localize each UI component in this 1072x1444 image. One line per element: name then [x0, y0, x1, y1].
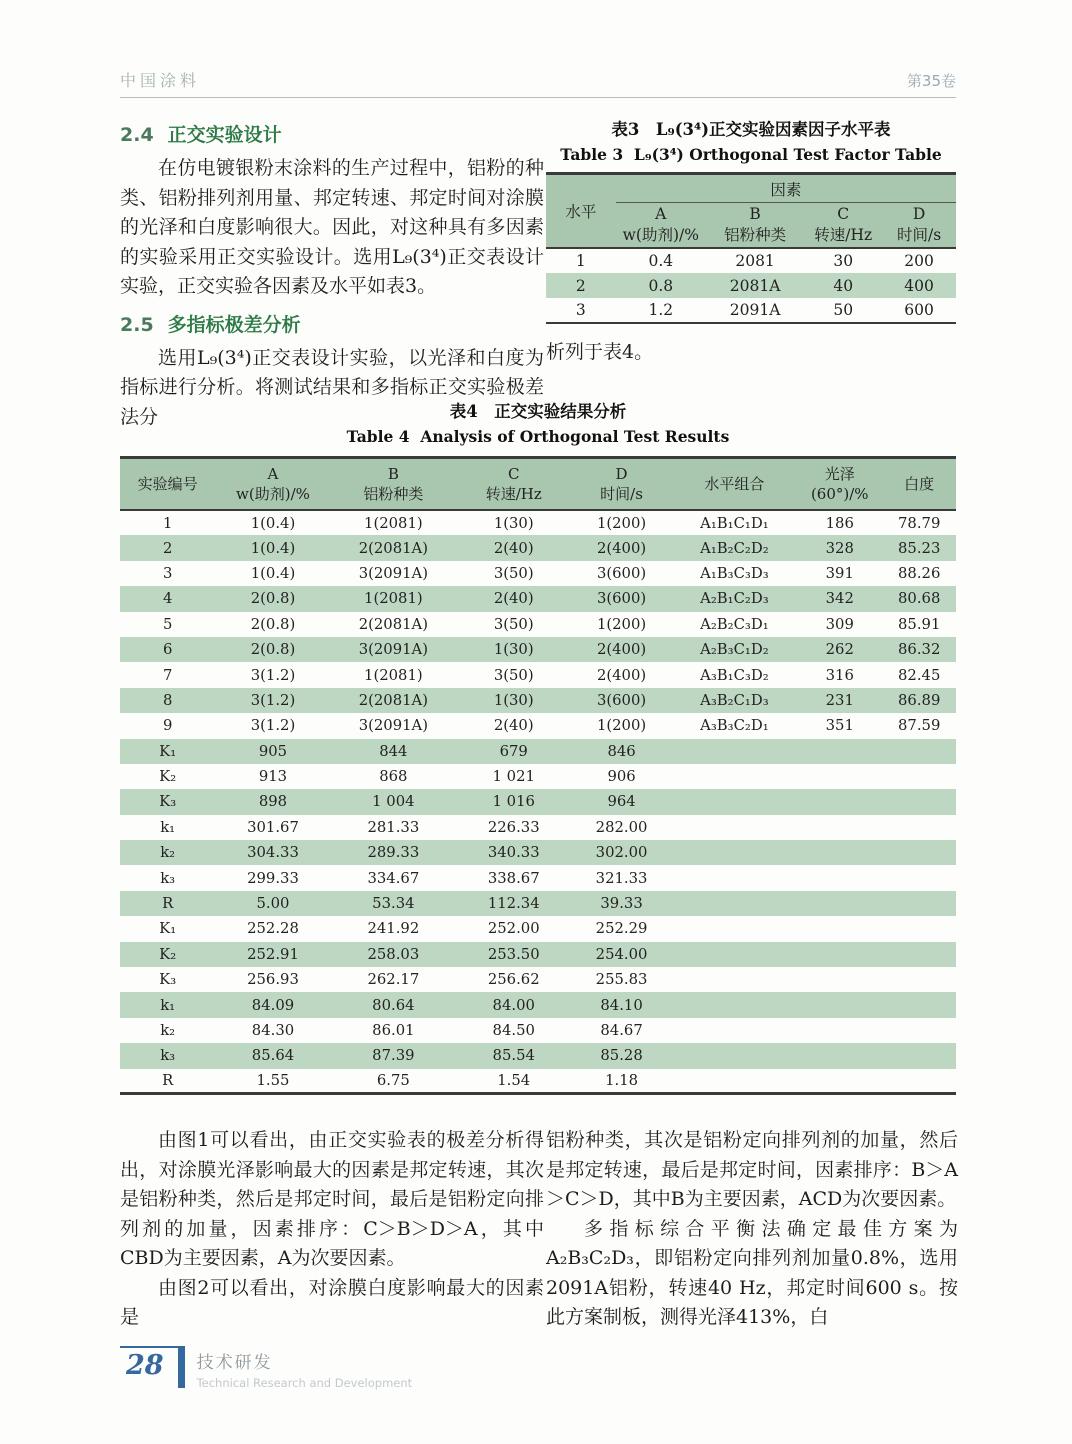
table-cell: 1(30)	[493, 514, 534, 532]
table-cell: 334.67	[367, 869, 420, 887]
table-cell: 3	[162, 564, 173, 582]
table-cell: 1.18	[605, 1072, 639, 1090]
table-row	[120, 815, 956, 840]
table-cell	[672, 942, 797, 967]
table-cell: 913	[258, 768, 288, 786]
table3	[546, 172, 956, 324]
table3-header-factors: 因素	[616, 174, 956, 203]
table-cell: 2	[575, 276, 586, 295]
table-cell: 3(600)	[596, 564, 647, 582]
table4-header-whiteness: 白度	[904, 475, 935, 493]
table3-header	[546, 174, 956, 249]
table-cell: A₁B₃C₃D₃	[700, 564, 769, 582]
table-cell: k₁	[160, 818, 176, 836]
table-cell: 351	[825, 717, 854, 735]
table-cell: 84.50	[492, 1022, 535, 1039]
table-cell: 87.59	[898, 717, 941, 735]
table-cell	[672, 789, 797, 814]
table3-header-col-d: D 时间/s	[882, 203, 956, 249]
table-cell: 252.00	[487, 920, 540, 938]
table-cell	[882, 1043, 956, 1068]
table-cell: 2(40)	[493, 539, 534, 557]
table-cell	[672, 967, 797, 992]
bottom-right-column	[546, 1126, 958, 1333]
table-cell: 299.33	[247, 869, 299, 887]
table-cell: 1 016	[492, 793, 535, 811]
table-cell: 1.55	[256, 1072, 290, 1090]
table-cell	[882, 942, 956, 967]
table-cell	[882, 891, 956, 916]
table-cell: 241.92	[367, 920, 420, 938]
table-cell: 1 004	[372, 793, 415, 811]
table-cell	[672, 916, 797, 941]
table-cell: A₁B₂C₂D₂	[700, 539, 769, 557]
table-cell: K₃	[159, 793, 177, 811]
table-cell: 88.26	[898, 564, 941, 582]
table3-header-col-a: A w(助剂)/%	[616, 203, 706, 249]
table-cell: 256.62	[487, 971, 540, 989]
table-cell	[672, 1069, 797, 1094]
table-cell: 1(2081)	[364, 666, 423, 684]
table3-header-col-c: C 转速/Hz	[804, 203, 882, 249]
table-row	[120, 1018, 956, 1043]
table4-header-c: C 转速/Hz	[485, 465, 542, 503]
paragraph-2-5: 选用L₉(3⁴)正交表设计实验，以光泽和白度为指标进行分析。将测试结果和多指标正交实验极差法分	[120, 346, 544, 428]
table-cell	[882, 1069, 956, 1094]
table-row	[120, 916, 956, 941]
table-cell: 0.4	[648, 252, 674, 270]
table-row	[120, 713, 956, 738]
table-cell: 905	[258, 742, 288, 760]
table-cell: 400	[904, 276, 934, 295]
table-cell	[797, 916, 882, 941]
table-row	[120, 967, 956, 992]
table-cell: k₂	[160, 844, 176, 862]
table-cell: 1(2081)	[364, 514, 423, 532]
table-cell: 1(0.4)	[250, 514, 296, 532]
table-cell: A₃B₁C₃D₂	[700, 666, 769, 684]
table-cell: R	[162, 1072, 174, 1090]
table-row	[120, 789, 956, 814]
table-cell: 846	[607, 742, 636, 760]
table-row	[120, 662, 956, 687]
table-row	[120, 510, 956, 535]
table-cell: 3(2091A)	[358, 641, 428, 659]
table-cell: 600	[904, 301, 934, 319]
table-cell: 84.10	[600, 996, 643, 1014]
table-row	[120, 764, 956, 789]
table-cell: 53.34	[372, 895, 415, 913]
table-row	[120, 535, 956, 560]
table-cell: 254.00	[595, 945, 648, 963]
table-row	[120, 612, 956, 637]
table-cell: 112.34	[487, 895, 540, 913]
table-cell: 282.00	[595, 818, 648, 836]
table-cell: 1	[162, 514, 173, 532]
section-title: 多指标极差分析	[167, 313, 301, 336]
table3-title-en: Table 3 L₉(3⁴) Orthogonal Test Factor Table	[560, 145, 942, 164]
table-cell: 186	[825, 514, 854, 532]
table-cell: 316	[825, 666, 854, 684]
table4-header	[120, 458, 956, 511]
table-cell: R	[162, 895, 174, 913]
table-cell: 262	[825, 641, 854, 659]
table4	[120, 456, 956, 1095]
table-cell	[797, 967, 882, 992]
table-cell: 391	[825, 564, 854, 582]
table-cell	[797, 1018, 882, 1043]
table-cell: 3(50)	[493, 564, 534, 582]
table-cell	[797, 815, 882, 840]
table-cell	[672, 840, 797, 865]
section-heading-2-5	[120, 310, 544, 337]
table-cell: 80.64	[372, 996, 415, 1014]
right-column	[546, 116, 956, 367]
table-cell	[797, 764, 882, 789]
table-cell: 3(600)	[596, 691, 647, 709]
table-cell: 1	[575, 252, 586, 270]
table-cell	[882, 764, 956, 789]
table-cell: 844	[379, 742, 408, 760]
table-cell: 1 021	[492, 768, 535, 786]
table-cell: 262.17	[367, 971, 420, 989]
table-cell: 4	[162, 590, 173, 608]
table-cell: k₃	[160, 1047, 176, 1065]
table-cell: 85.28	[600, 1047, 643, 1065]
table3-header-col-b: B 铝粉种类	[706, 203, 804, 249]
table4-header-combo: 水平组合	[704, 475, 765, 493]
table-cell	[672, 815, 797, 840]
table-cell: 84.09	[251, 996, 295, 1014]
table-cell: 253.50	[487, 945, 540, 963]
table-cell: 3(2091A)	[358, 717, 428, 735]
table-cell: 1(200)	[596, 615, 647, 633]
table-cell	[672, 739, 797, 764]
table-cell: 3(1.2)	[250, 691, 296, 709]
table-cell	[797, 789, 882, 814]
table-cell	[882, 789, 956, 814]
table-cell: 2081	[735, 252, 775, 270]
table-cell	[797, 865, 882, 890]
table4-title-cn: 表4 正交实验结果分析	[449, 402, 627, 421]
discussion-paragraph: 多指标综合平衡法确定最佳方案为A₂B₃C₂D₃，即铝粉定向排列剂加量0.8%，选用2091A铝粉，转速40 Hz，邦定时间600 s。按此方案制板，测得光泽413%，白	[546, 1217, 958, 1328]
table-cell: 2(2081A)	[358, 615, 428, 633]
table-row	[120, 1043, 956, 1068]
table-cell: A₂B₃C₁D₂	[700, 641, 769, 659]
table-cell: 50	[833, 301, 854, 319]
table-cell: 1(30)	[493, 691, 534, 709]
discussion-paragraph: 铝粉种类，其次是铝粉定向排列剂的加量，然后是邦定转速，最后是邦定时间，因素排序：B＞A＞C＞D，其中B为主要因素，ACD为次要因素。	[546, 1129, 958, 1210]
table-cell: 87.39	[372, 1047, 415, 1065]
table-cell: 1.54	[497, 1072, 531, 1090]
table-cell: 252.29	[595, 920, 648, 938]
section-title: 正交实验设计	[167, 124, 282, 146]
table-cell	[672, 891, 797, 916]
table-cell: A₂B₁C₂D₃	[700, 590, 769, 608]
table4-body	[120, 510, 956, 1094]
page-footer	[120, 1346, 412, 1390]
table-cell: K₁	[159, 742, 177, 760]
table-cell: 1(0.4)	[250, 564, 296, 582]
table-cell: 84.30	[251, 1022, 295, 1039]
table-cell: 8	[162, 691, 173, 709]
table-cell	[882, 1018, 956, 1043]
table-cell: 1(0.4)	[250, 539, 296, 557]
table-cell: 200	[904, 252, 934, 270]
table-cell: 2(0.8)	[250, 641, 296, 659]
table-row	[120, 561, 956, 586]
table-cell: 258.03	[367, 945, 420, 963]
table3-header-level: 水平	[546, 174, 616, 249]
journal-name: 中国涂料	[120, 71, 201, 90]
table-cell: 9	[162, 717, 173, 735]
table-cell	[882, 815, 956, 840]
table-cell	[797, 739, 882, 764]
table-cell: 255.83	[595, 971, 648, 989]
table-cell: 84.00	[492, 996, 535, 1014]
table-cell: 3(50)	[493, 615, 534, 633]
table-cell: 2091A	[729, 301, 781, 319]
table-cell	[797, 942, 882, 967]
table-cell: 256.93	[247, 971, 299, 989]
table-cell: 40	[833, 276, 854, 295]
table-cell: 302.00	[595, 844, 648, 862]
table-cell: 898	[258, 793, 288, 811]
table-cell: 30	[833, 252, 854, 270]
table-row	[546, 248, 956, 273]
table-cell: 2(400)	[596, 666, 647, 684]
table-cell: A₂B₂C₃D₁	[700, 615, 769, 633]
table-cell: 2(2081A)	[358, 539, 428, 557]
table-cell: K₂	[159, 945, 177, 963]
table-cell: 252.91	[247, 945, 299, 963]
table-cell	[882, 865, 956, 890]
table-row	[120, 637, 956, 662]
table-cell: 1(200)	[596, 717, 647, 735]
table-cell: 2(40)	[493, 590, 534, 608]
table-cell: 226.33	[487, 818, 540, 836]
table-cell: 906	[607, 768, 636, 786]
table-cell	[672, 992, 797, 1017]
table-cell: 289.33	[367, 844, 420, 862]
table-row	[120, 739, 956, 764]
table-cell: 2(0.8)	[250, 590, 296, 608]
table-cell: 1(30)	[493, 641, 534, 659]
page-number: 28	[120, 1346, 178, 1381]
table-row	[120, 942, 956, 967]
table-cell: 85.54	[492, 1047, 535, 1065]
table-cell: 2(400)	[596, 539, 647, 557]
table-row	[120, 586, 956, 611]
table-cell: 342	[825, 590, 854, 608]
table-cell: K₃	[159, 971, 177, 989]
table-row	[120, 865, 956, 890]
table-cell	[672, 1018, 797, 1043]
table-cell: 3(2091A)	[358, 564, 428, 582]
table-cell	[882, 739, 956, 764]
footer-section-labels	[197, 1346, 413, 1390]
table4-header-d: D 时间/s	[600, 465, 643, 503]
table-cell: 1(2081)	[364, 590, 423, 608]
table-cell	[672, 1043, 797, 1068]
table4-header-a: A w(助剂)/%	[236, 465, 310, 503]
table-cell	[797, 891, 882, 916]
table-cell: 86.89	[898, 691, 941, 709]
table-cell: k₁	[160, 996, 176, 1014]
table-cell: 2(400)	[596, 641, 647, 659]
paragraph-2-4: 在仿电镀银粉末涂料的生产过程中，铝粉的种类、铝粉排列剂用量、邦定转速、邦定时间对涂膜的光泽和白度影响很大。因此，对这种具有多因素的实验采用正交实验设计。选用L₉(3⁴)正交表设计实验，正交实验各因素及水平如表3。	[120, 157, 544, 297]
table-cell: 82.45	[898, 666, 941, 684]
table-cell: 1(200)	[596, 514, 647, 532]
paragraph-2-5-continuation: 析列于表4。	[546, 341, 654, 363]
table-row	[120, 992, 956, 1017]
table4-header-gloss: 光泽 (60°)/%	[810, 465, 869, 503]
table-cell: K₁	[159, 920, 177, 938]
table-cell	[882, 967, 956, 992]
table-cell	[797, 840, 882, 865]
table-cell: 328	[825, 539, 854, 557]
footer-section-en: Technical Research and Development	[196, 1376, 413, 1390]
table-cell: 679	[499, 742, 528, 760]
table-cell	[672, 865, 797, 890]
table-cell: 3	[575, 301, 586, 319]
table-row	[120, 688, 956, 713]
table-cell: 6.75	[376, 1072, 410, 1090]
table-cell: 3(600)	[596, 590, 647, 608]
table-cell: 5	[162, 615, 173, 633]
footer-divider-bar	[178, 1346, 185, 1388]
table-cell: A₃B₂C₁D₃	[700, 691, 769, 709]
volume-label: 第35卷	[906, 72, 956, 90]
table-cell: 7	[162, 666, 173, 684]
running-head	[120, 66, 956, 98]
table-row	[120, 1069, 956, 1094]
table-cell: 338.67	[487, 869, 540, 887]
table-cell: 281.33	[367, 818, 420, 836]
table-cell: 321.33	[595, 869, 648, 887]
table-cell: 78.79	[898, 514, 941, 532]
table-row	[120, 840, 956, 865]
table-cell	[797, 1069, 882, 1094]
table-cell: 2081A	[729, 276, 781, 295]
discussion-paragraph: 由图2可以看出，对涂膜白度影响最大的因素是	[120, 1276, 544, 1328]
table-cell: 86.01	[372, 1022, 415, 1039]
table-cell: 2	[162, 539, 173, 557]
table-row	[120, 891, 956, 916]
footer-section-cn: 技术研发	[196, 1353, 273, 1373]
table-cell: 85.64	[251, 1047, 295, 1065]
table-row	[546, 298, 956, 323]
section-number: 2.4	[120, 124, 154, 146]
table-cell	[882, 840, 956, 865]
table4-block	[120, 398, 956, 1095]
table-row	[546, 273, 956, 298]
discussion-paragraph: 由图1可以看出，由正交实验表的极差分析得出，对涂膜光泽影响最大的因素是邦定转速，其次是铝粉种类，然后是邦定时间，最后是铝粉定向排列剂的加量，因素排序：C＞B＞D＞A，其中CBD为主要因素，A为次要因素。	[120, 1129, 544, 1269]
table-cell: 231	[825, 691, 854, 709]
table-cell: 1.2	[648, 301, 674, 319]
table-cell: 2(2081A)	[358, 691, 428, 709]
table-cell: 80.68	[898, 590, 941, 608]
table-cell: A₁B₁C₁D₁	[700, 514, 769, 532]
table-cell: 301.67	[247, 818, 299, 836]
table-cell: 85.23	[898, 539, 941, 557]
table-cell: 86.32	[898, 641, 941, 659]
table-cell: 309	[825, 615, 854, 633]
table-cell: 0.8	[648, 276, 674, 295]
table4-header-b: B 铝粉种类	[363, 465, 424, 503]
table-cell	[882, 992, 956, 1017]
table-cell: k₂	[160, 1022, 176, 1039]
table4-header-run: 实验编号	[137, 475, 198, 493]
bottom-left-column	[120, 1126, 544, 1333]
table3-title-cn: 表3 L₉(3⁴)正交实验因素因子水平表	[611, 120, 891, 139]
table-cell	[797, 992, 882, 1017]
table-cell	[797, 1043, 882, 1068]
table3-body	[546, 248, 956, 323]
table-cell: 5.00	[256, 895, 290, 913]
table-cell: A₃B₃C₂D₁	[700, 717, 769, 735]
table-cell: 85.91	[898, 615, 941, 633]
table-cell: 6	[162, 641, 173, 659]
table-cell: 964	[607, 793, 636, 811]
table-cell: 2(40)	[493, 717, 534, 735]
table-cell: K₂	[159, 768, 177, 786]
table-cell: k₃	[160, 869, 176, 887]
table-cell	[882, 916, 956, 941]
table-cell: 868	[379, 768, 408, 786]
table4-title-en: Table 4 Analysis of Orthogonal Test Results	[346, 427, 730, 446]
table-cell: 340.33	[487, 844, 540, 862]
left-column	[120, 112, 544, 432]
section-number: 2.5	[120, 313, 154, 336]
table-cell: 3(50)	[493, 666, 534, 684]
table-cell: 252.28	[247, 920, 299, 938]
table-cell: 84.67	[600, 1022, 643, 1039]
table-cell: 3(1.2)	[250, 717, 296, 735]
table-cell: 2(0.8)	[250, 615, 296, 633]
section-heading-2-4	[120, 120, 544, 147]
table-cell: 3(1.2)	[250, 666, 296, 684]
table-cell: 39.33	[600, 895, 643, 913]
table-cell: 304.33	[247, 844, 299, 862]
table-cell	[672, 764, 797, 789]
